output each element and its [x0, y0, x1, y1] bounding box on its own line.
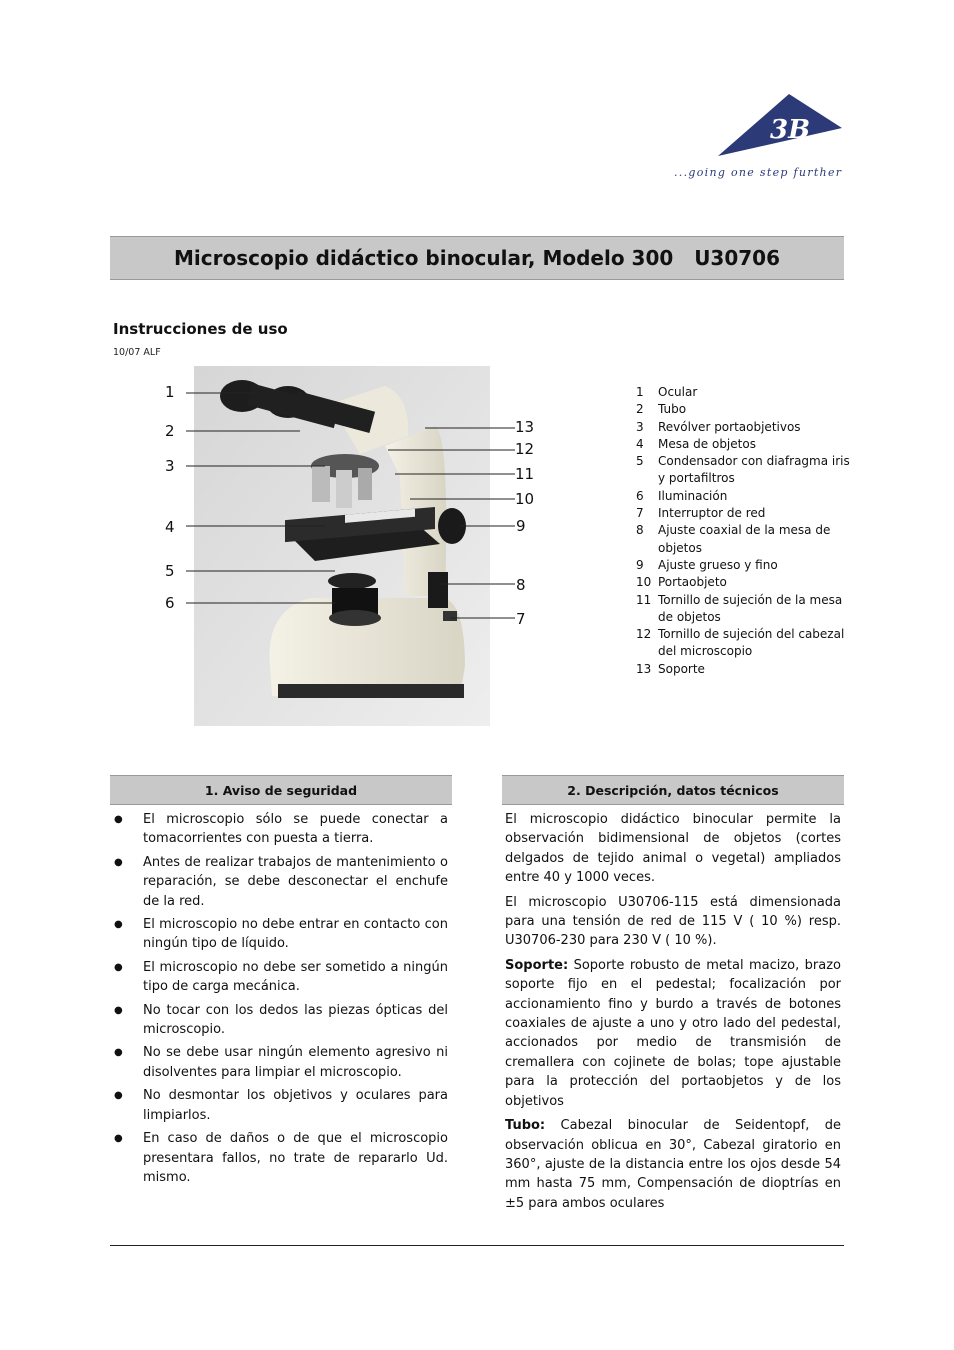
- list-item: [112, 1001, 448, 1040]
- list-item: [112, 1086, 448, 1125]
- list-item-text: No tocar con los dedos las piezas ópticas del microscopio.: [143, 1002, 448, 1038]
- legend-item: [636, 661, 851, 678]
- bullet-icon: ●: [114, 1004, 123, 1016]
- section-header-description: 2. Descripción, datos técnicos: [502, 775, 844, 805]
- legend-number: 12: [636, 627, 652, 642]
- paragraph-label: Soporte:: [505, 957, 569, 973]
- bullet-icon: ●: [114, 814, 123, 825]
- legend-item: [636, 592, 851, 627]
- list-item: [112, 958, 448, 997]
- list-item-text: Antes de realizar trabajos de mantenimiento o reparación, se debe desconectar el enchufe de la red.: [143, 854, 448, 909]
- callout-3: 3: [165, 457, 175, 475]
- list-item-text: El microscopio sólo se puede conectar a tomacorrientes con puesta a tierra.: [143, 812, 448, 847]
- legend-label: Tornillo de sujeción de la mesa de objetos: [658, 592, 843, 624]
- legend-label: Ajuste coaxial de la mesa de objetos: [658, 523, 831, 555]
- microscope-photo: [160, 366, 538, 728]
- legend-item: [636, 453, 851, 488]
- footer-divider: [110, 1245, 844, 1246]
- callout-1: 1: [165, 383, 175, 401]
- legend-number: 8: [636, 523, 644, 538]
- legend-number: 2: [636, 402, 644, 417]
- paragraph: El microscopio U30706-115 está dimensionada para una tensión de red de 115 V ( 10 %) resp. U30706-230 para 230 V ( 10 %).: [505, 894, 841, 949]
- callout-7: 7: [516, 610, 526, 628]
- paragraph: [505, 956, 841, 1111]
- callout-13: 13: [515, 418, 535, 436]
- legend-item: [636, 505, 851, 522]
- legend-item: [636, 419, 851, 436]
- legend-number: 6: [636, 488, 644, 503]
- legend-number: 7: [636, 506, 644, 521]
- description-text: [505, 810, 841, 1218]
- list-item: [112, 853, 448, 911]
- legend-item: [636, 436, 851, 453]
- legend-label: Tornillo de sujeción del cabezal del microscopio: [658, 627, 845, 659]
- list-item-text: El microscopio no debe ser sometido a ningún tipo de carga mecánica.: [143, 959, 448, 995]
- document-code: 10/07 ALF: [113, 347, 161, 358]
- legend-number: 9: [636, 557, 644, 572]
- legend-label: Tubo: [658, 402, 687, 417]
- callout-10: 10: [515, 490, 535, 508]
- callout-8: 8: [516, 576, 526, 594]
- page-title: Microscopio didáctico binocular, Modelo 300 U30706: [173, 246, 781, 270]
- legend-label: Revólver portaobjetivos: [658, 419, 801, 434]
- legend-item: [636, 522, 851, 557]
- legend-number: 13: [636, 661, 652, 676]
- parts-legend: [636, 384, 851, 678]
- logo-mark: 3B: [770, 115, 811, 145]
- legend-number: 11: [636, 592, 652, 607]
- legend-number: 5: [636, 454, 644, 469]
- list-item: [112, 915, 448, 954]
- title-bar: [110, 236, 844, 280]
- legend-item: [636, 557, 851, 574]
- legend-label: Mesa de objetos: [658, 436, 756, 451]
- legend-item: [636, 626, 851, 661]
- legend-label: Interruptor de red: [658, 506, 766, 521]
- svg-text:®: ®: [820, 125, 828, 134]
- legend-item: [636, 401, 851, 418]
- paragraph-label: Tubo:: [505, 1118, 546, 1134]
- callout-6: 6: [165, 594, 175, 612]
- legend-item: [636, 384, 851, 401]
- legend-label: Iluminación: [658, 488, 728, 503]
- document-subtitle: Instrucciones de uso: [113, 320, 288, 338]
- legend-item: [636, 488, 851, 505]
- legend-label: Condensador con diafragma iris y portafiltros: [658, 454, 850, 486]
- callout-9: 9: [516, 517, 526, 535]
- bullet-icon: ●: [114, 1090, 123, 1102]
- bullet-icon: ●: [114, 1133, 123, 1145]
- list-item: [112, 1129, 448, 1187]
- safety-list: [112, 810, 448, 1191]
- legend-number: 10: [636, 575, 652, 590]
- list-item-text: No desmontar los objetivos y oculares para limpiarlos.: [143, 1088, 448, 1123]
- legend-number: 1: [636, 385, 644, 399]
- paragraph: El microscopio didáctico binocular permite la observación bidimensional de objetos (cortes delgados de tejido animal o vegetal) ampliados entre 40 y 1000 veces.: [505, 812, 841, 886]
- logo-triangle-icon: [672, 88, 847, 168]
- list-item: [112, 810, 448, 849]
- callout-12: 12: [515, 440, 535, 458]
- bullet-icon: ●: [114, 961, 123, 973]
- legend-label: Portaobjeto: [658, 575, 727, 590]
- paragraph-body: Cabezal binocular de Seidentopf, de observación oblicua en 30°, Cabezal giratorio en 360°, ajuste de la distancia entre los ojos desde 54 mm hasta 75 mm, Compensación de dioptrías en ±5 para ambos oculares: [505, 1118, 841, 1211]
- legend-number: 4: [636, 436, 644, 451]
- legend-label: Soporte: [658, 661, 705, 676]
- logo-tagline: ...going one step further: [674, 166, 843, 179]
- legend-label: Ocular: [658, 385, 698, 399]
- legend-number: 3: [636, 419, 644, 434]
- callout-11: 11: [515, 465, 535, 483]
- list-item-text: El microscopio no debe entrar en contacto con ningún tipo de líquido.: [143, 917, 448, 952]
- bullet-icon: ●: [114, 856, 123, 868]
- microscope-figure: [160, 366, 538, 728]
- legend-label: Ajuste grueso y fino: [658, 557, 778, 572]
- legend-item: [636, 574, 851, 591]
- bullet-icon: ●: [114, 919, 123, 931]
- brand-logo: [672, 88, 847, 188]
- paragraph-body: Soporte robusto de metal macizo, brazo soporte fijo en el pedestal; focalización por accionamiento fino y burdo a través de botones coaxiales de ajuste a uno y otro lado del pedestal, accionados por medio de transmisión de cremallera con cojinete de bolas; tope ajustable para la protección del portaobjetos y de los objetivos: [505, 957, 841, 1109]
- list-item: [112, 1043, 448, 1082]
- bullet-icon: ●: [114, 1047, 123, 1059]
- paragraph: [505, 1116, 841, 1213]
- list-item-text: En caso de daños o de que el microscopio presentara fallos, no trate de repararlo Ud. mismo.: [143, 1131, 448, 1185]
- section-header-safety: 1. Aviso de seguridad: [110, 775, 452, 805]
- list-item-text: No se debe usar ningún elemento agresivo ni disolventes para limpiar el microscopio.: [143, 1045, 448, 1080]
- callout-5: 5: [165, 562, 175, 580]
- callout-4: 4: [165, 518, 175, 536]
- callout-2: 2: [165, 422, 175, 440]
